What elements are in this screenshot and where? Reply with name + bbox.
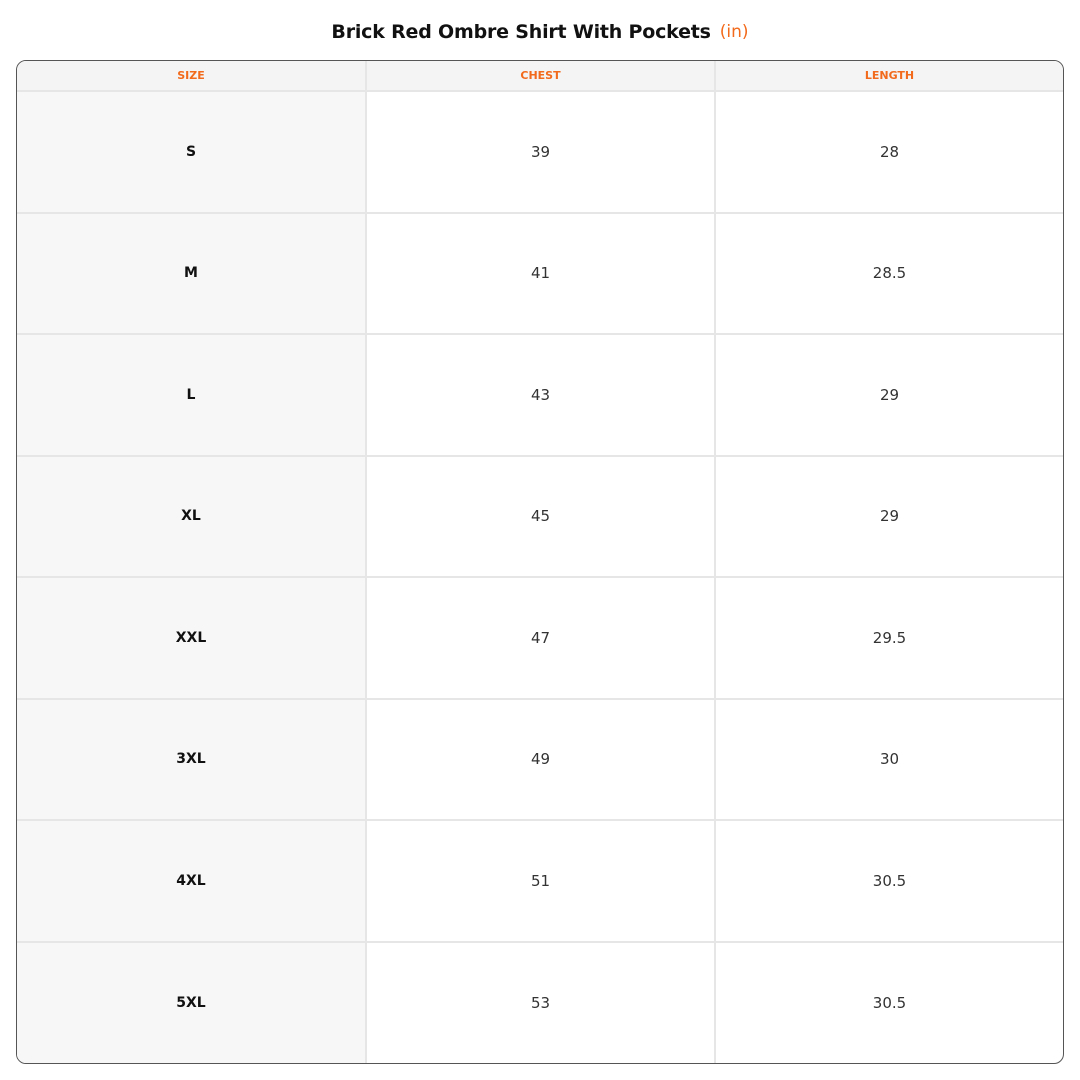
column-header-length: LENGTH	[715, 61, 1063, 91]
length-cell: 29	[715, 456, 1063, 578]
chest-cell: 41	[366, 213, 715, 335]
size-chart-table-container	[16, 60, 1064, 1064]
table-row	[17, 699, 1063, 821]
length-cell: 30	[715, 699, 1063, 821]
chest-cell: 39	[366, 91, 715, 213]
size-cell: 5XL	[17, 942, 366, 1064]
length-cell: 29.5	[715, 577, 1063, 699]
size-cell: 4XL	[17, 820, 366, 942]
length-cell: 28.5	[715, 213, 1063, 335]
column-header-size: SIZE	[17, 61, 366, 91]
table-row	[17, 942, 1063, 1064]
table-header	[17, 61, 1063, 91]
table-row	[17, 213, 1063, 335]
unit-label: (in)	[719, 22, 749, 42]
table-row	[17, 456, 1063, 578]
size-cell: XXL	[17, 577, 366, 699]
chest-cell: 43	[366, 334, 715, 456]
page-title: Brick Red Ombre Shirt With Pockets	[331, 21, 711, 43]
table-body	[17, 91, 1063, 1063]
size-cell: L	[17, 334, 366, 456]
size-cell: 3XL	[17, 699, 366, 821]
size-cell: M	[17, 213, 366, 335]
column-header-chest: CHEST	[366, 61, 715, 91]
table-row	[17, 577, 1063, 699]
size-cell: XL	[17, 456, 366, 578]
length-cell: 28	[715, 91, 1063, 213]
length-cell: 29	[715, 334, 1063, 456]
chest-cell: 49	[366, 699, 715, 821]
size-chart-header	[0, 14, 1080, 50]
header-row	[17, 61, 1063, 91]
table-row	[17, 334, 1063, 456]
chest-cell: 51	[366, 820, 715, 942]
table-row	[17, 91, 1063, 213]
length-cell: 30.5	[872, 993, 907, 1012]
chest-cell: 45	[366, 456, 715, 578]
size-chart-table	[17, 61, 1063, 1063]
size-cell: S	[17, 91, 366, 213]
table-row	[17, 820, 1063, 942]
chest-cell: 53	[366, 942, 715, 1064]
length-cell: 30.5	[715, 820, 1063, 942]
chest-cell: 47	[366, 577, 715, 699]
